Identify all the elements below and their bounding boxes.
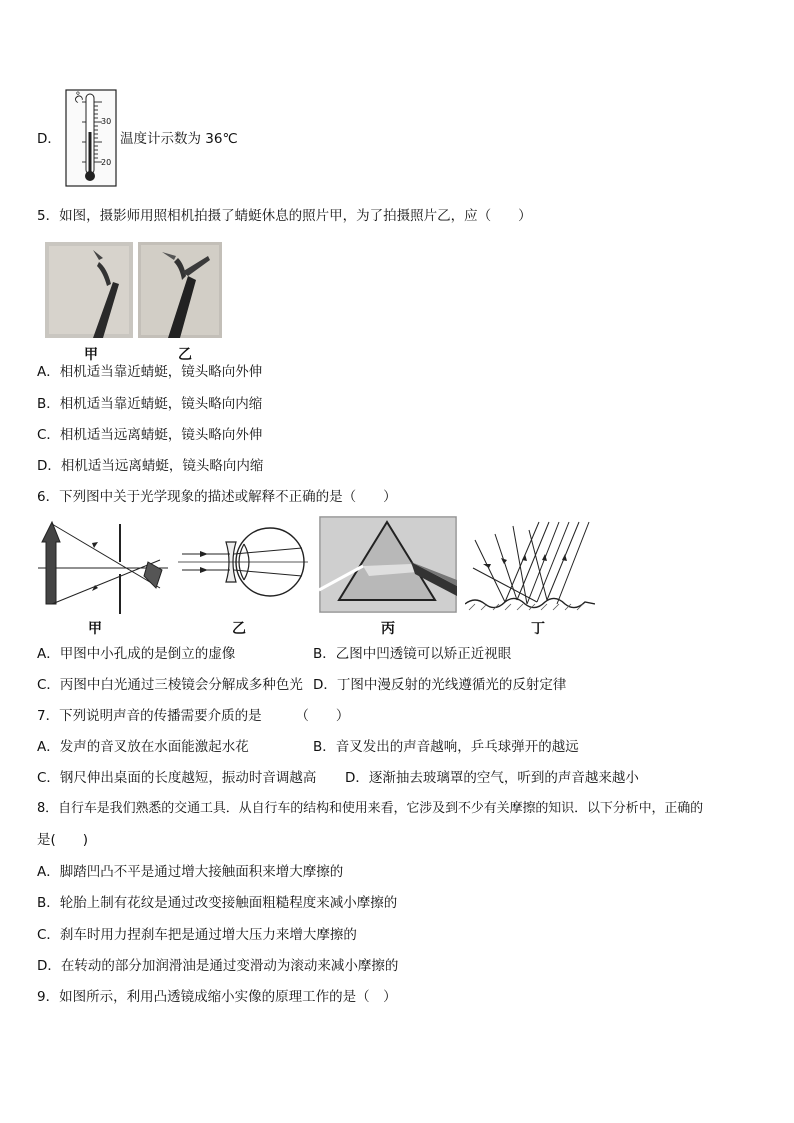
q6-option-d: D．丁图中漫反射的光线遵循光的反射定律 [313,677,567,693]
q7-option-a: A．发声的音叉放在水面能激起水花 [37,739,249,755]
figure-label-jia: 甲 [88,621,102,637]
q7-option-d: D．逐渐抽去玻璃罩的空气，听到的声音越来越小 [345,770,639,786]
dragonfly-photo-yi [138,242,222,338]
q8-stem-line1: 8．自行车是我们熟悉的交通工具．从自行车的结构和使用来看，它涉及到不少有关摩擦的知识．以下分析中，正确的 [37,801,704,816]
q4-option-d-text: 温度计示数为 36℃ [120,131,238,147]
q5-option-b: B．相机适当靠近蜻蜓，镜头略向内缩 [37,396,263,412]
q6-option-c: C．丙图中白光通过三棱镜会分解成多种色光 [37,677,303,693]
q7-stem: 7．下列说明声音的传播需要介质的是 （ ） [37,708,350,724]
dragonfly-photo-jia [45,242,133,338]
q6-option-a: A．甲图中小孔成的是倒立的虚像 [37,646,236,662]
q9-stem: 9．如图所示，利用凸透镜成缩小实像的原理工作的是（ ） [37,989,397,1005]
q7-option-b: B．音叉发出的声音越响，乒乓球弹开的越远 [313,739,579,755]
q4-option-d-label: D． [37,131,61,147]
q8-option-b: B．轮胎上制有花纹是通过改变接触面粗糙程度来减小摩擦的 [37,895,398,911]
q7-option-c: C．钢尺伸出桌面的长度越短，振动时音调越高 [37,770,317,786]
thermometer-tick-30: 30 [101,117,112,126]
q8-option-c: C．刹车时用力捏刹车把是通过增大压力来增大摩擦的 [37,927,357,943]
thermometer-unit: ℃ [69,89,85,106]
pinhole-figure [38,518,168,618]
q6-stem: 6．下列图中关于光学现象的描述或解释不正确的是（ ） [37,489,397,505]
diffuse-reflection-figure [465,520,595,612]
q8-option-d: D．在转动的部分加润滑油是通过变滑动为滚动来减小摩擦的 [37,958,399,974]
q6-option-b: B．乙图中凹透镜可以矫正近视眼 [313,646,512,662]
figure-label-yi: 乙 [232,621,246,637]
q5-option-c: C．相机适当远离蜻蜓，镜头略向外伸 [37,427,263,443]
q5-stem: 5．如图，摄影师用照相机拍摄了蜻蜓休息的照片甲，为了拍摄照片乙，应（ ） [37,208,532,224]
q5-option-a: A．相机适当靠近蜻蜓，镜头略向外伸 [37,364,263,380]
figure-label-bing: 丙 [381,621,395,637]
photo-label-jia: 甲 [84,347,98,363]
q8-option-a: A．脚踏凹凸不平是通过增大接触面积来增大摩擦的 [37,864,344,880]
q5-option-d: D．相机适当远离蜻蜓，镜头略向内缩 [37,458,264,474]
thermometer-figure [64,88,118,188]
photo-label-yi: 乙 [178,347,192,363]
q8-stem-line2: 是( ) [37,832,89,848]
concave-lens-eye-figure [178,522,308,608]
figure-label-ding: 丁 [531,621,545,637]
thermometer-tick-20: 20 [101,158,112,167]
prism-figure [319,516,457,613]
